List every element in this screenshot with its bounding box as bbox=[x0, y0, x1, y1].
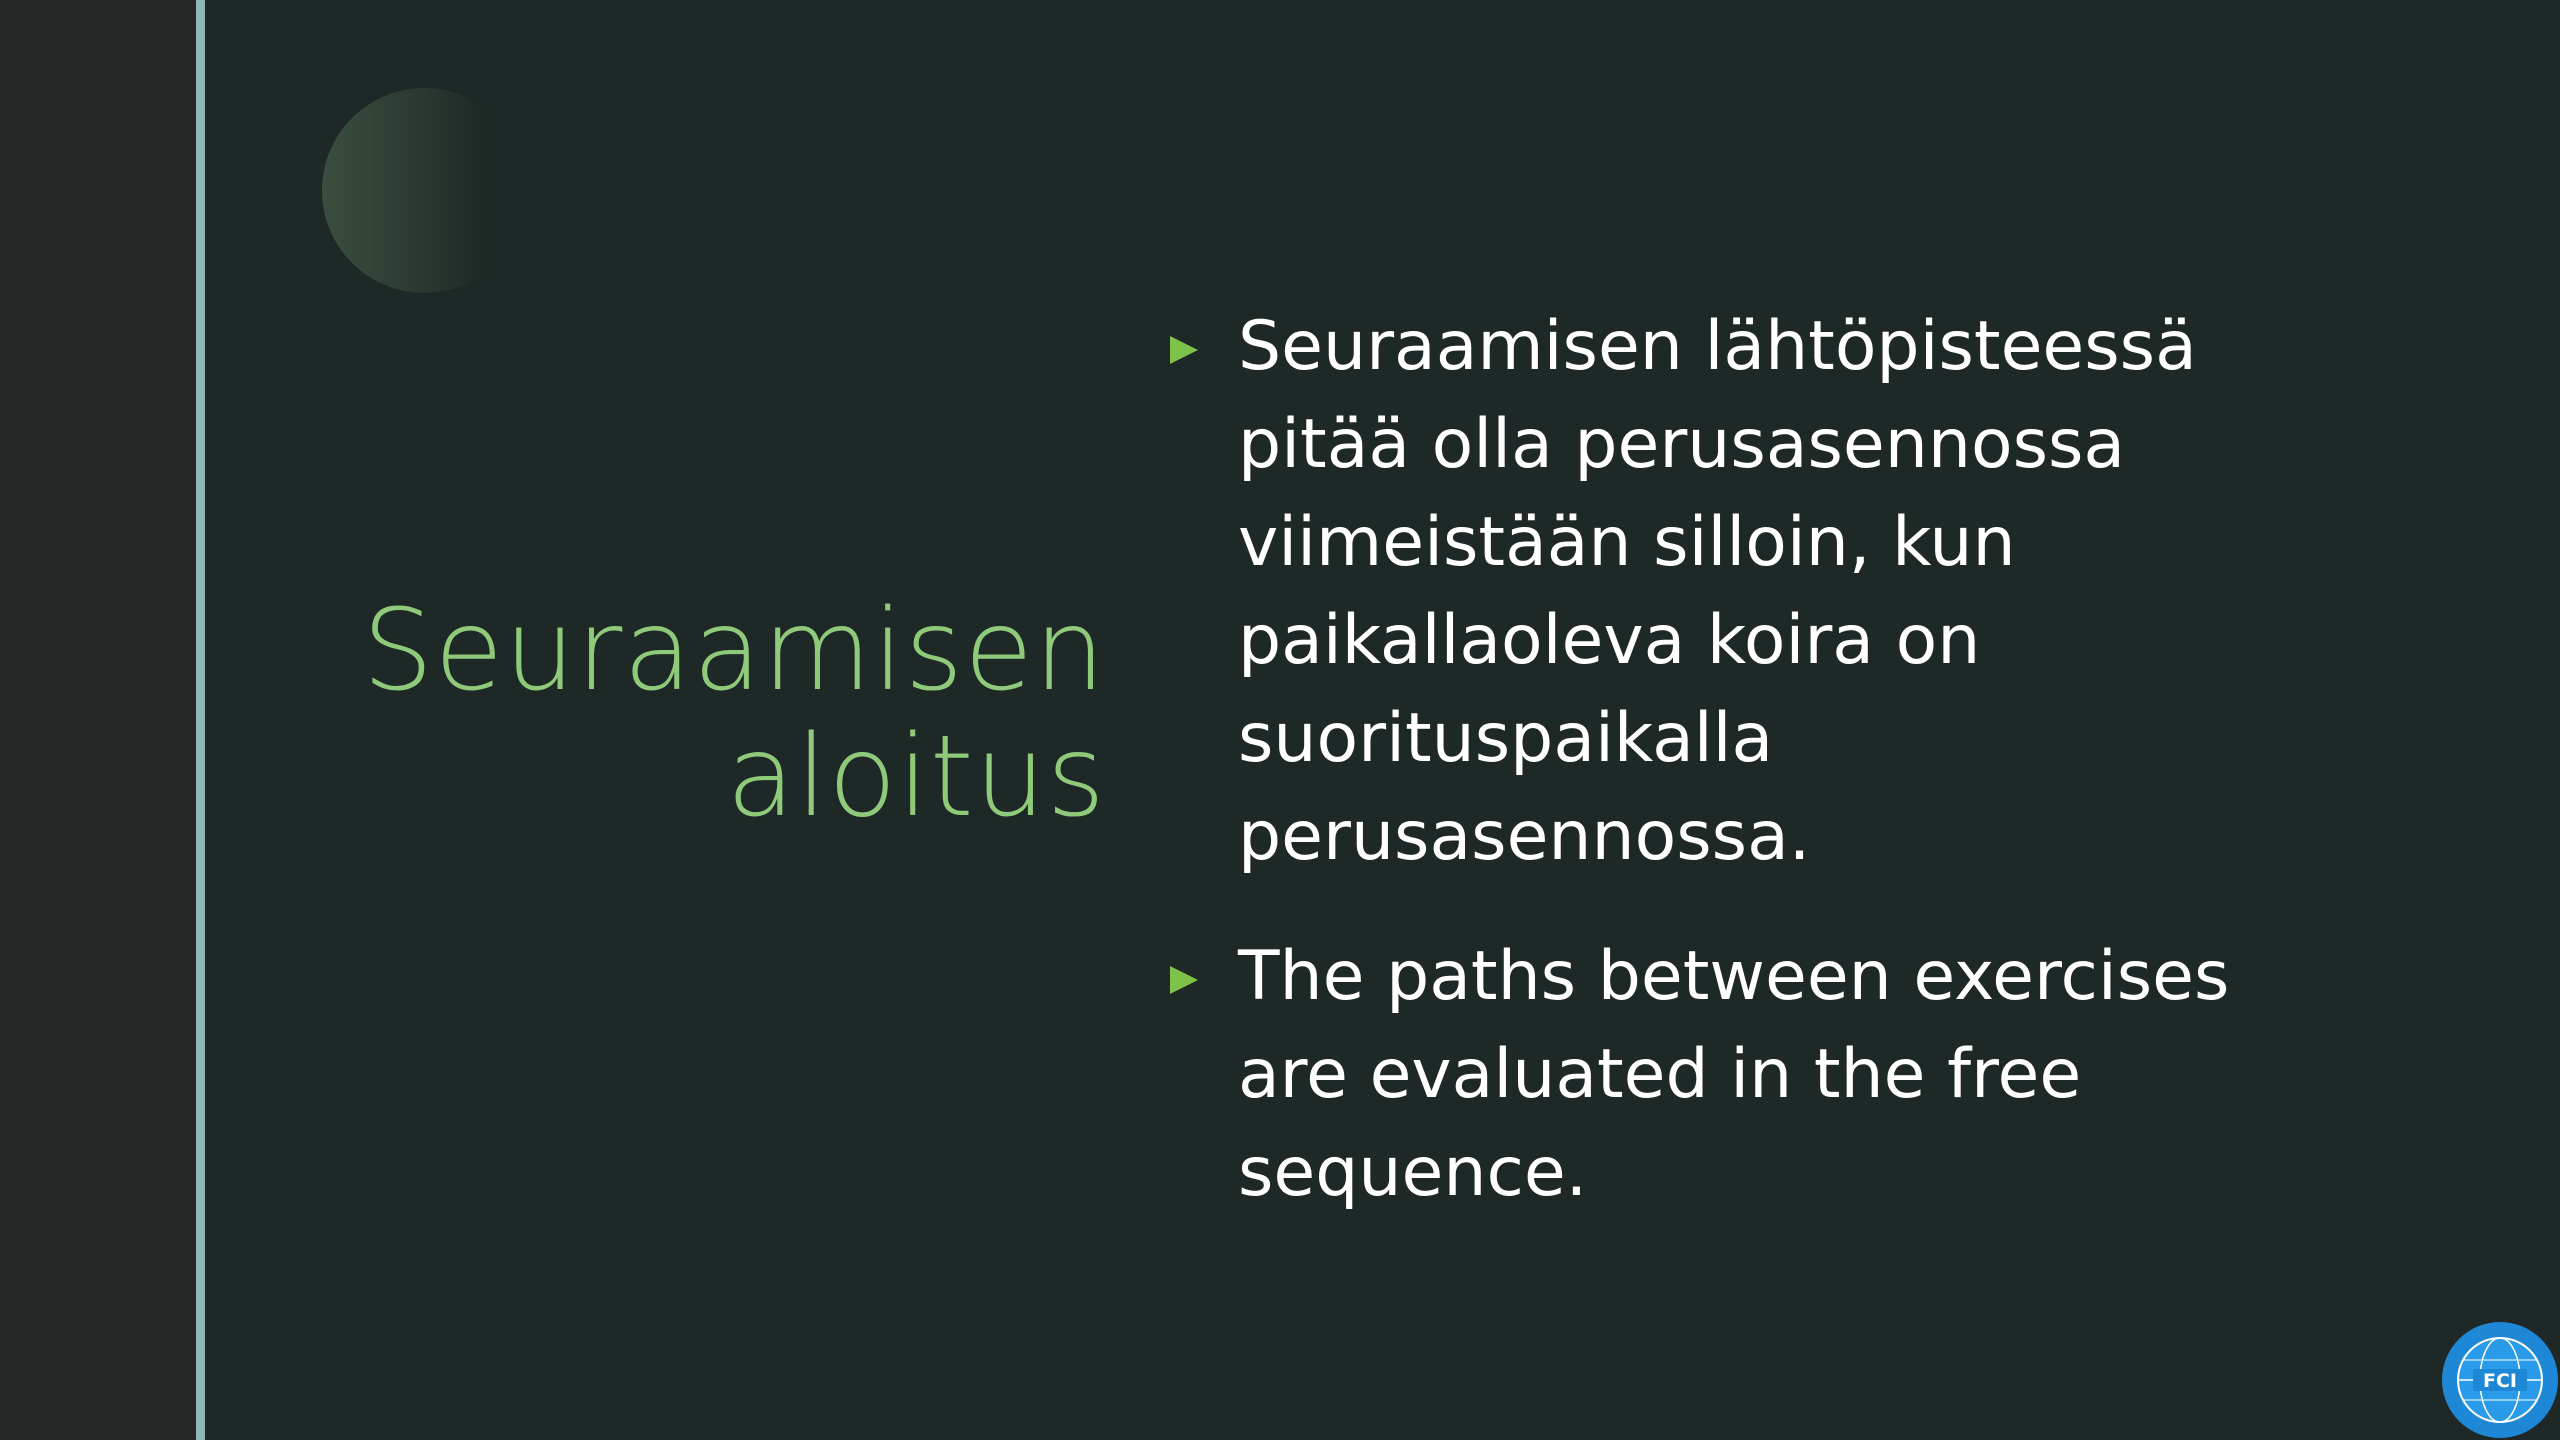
bullet-text: Seuraamisen lähtöpisteessä pitää olla perusasennossa viimeistään silloin, kun paikallaoleva koira on suorituspaikalla perusasennossa. bbox=[1238, 307, 2197, 876]
slide-title bbox=[300, 588, 1106, 840]
decorative-circle bbox=[322, 88, 527, 293]
accent-line bbox=[196, 0, 205, 1440]
left-band bbox=[0, 0, 196, 1440]
slide-title-line-2: aloitus bbox=[726, 712, 1106, 842]
bullet-item bbox=[1160, 298, 2260, 886]
bullet-text: The paths between exercises are evaluated in the free sequence. bbox=[1238, 937, 2230, 1212]
triangle-bullet-icon bbox=[1170, 966, 1198, 994]
triangle-bullet-icon bbox=[1170, 336, 1198, 364]
fci-logo-icon bbox=[2440, 1320, 2560, 1440]
logo-text: FCI bbox=[2483, 1370, 2517, 1392]
slide-title-line-1: Seuraamisen bbox=[362, 586, 1106, 716]
bullet-list bbox=[1160, 298, 2260, 1264]
bullet-item bbox=[1160, 928, 2260, 1222]
